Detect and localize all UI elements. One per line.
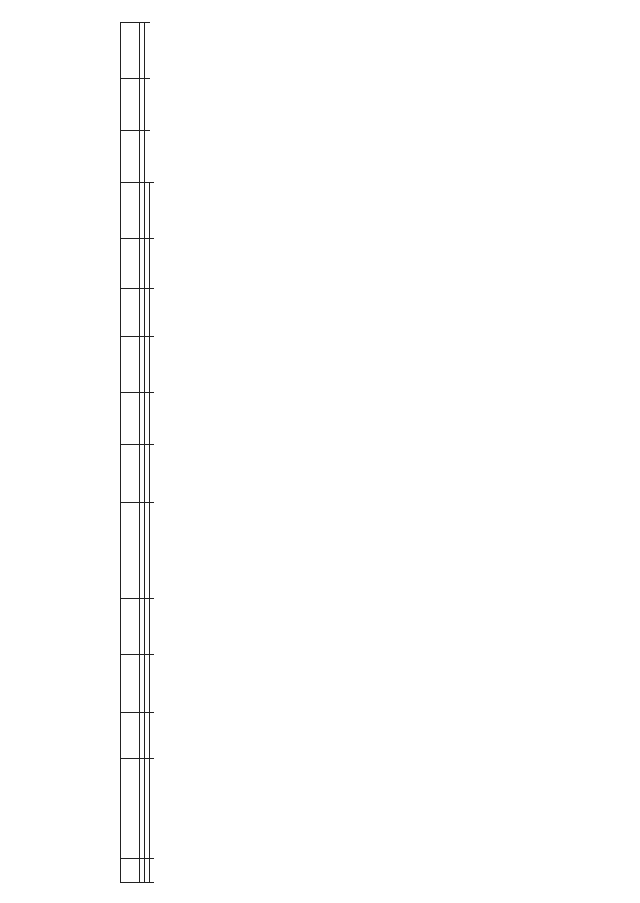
value-col-9	[150, 337, 155, 393]
col-header-2	[121, 759, 140, 859]
value-col-10	[150, 289, 155, 337]
col-header-8	[121, 393, 140, 445]
col-header-9	[121, 337, 140, 393]
col-header-3	[121, 713, 140, 759]
value-col-15	[145, 23, 150, 79]
value-col-7	[150, 445, 155, 503]
value-col-12	[150, 183, 155, 239]
value-col-8	[150, 393, 155, 445]
rotated-table-wrapper	[120, 23, 640, 883]
col-header-5	[121, 599, 140, 655]
col-header-10	[121, 289, 140, 337]
col-header-13	[121, 131, 140, 183]
value-col-11	[150, 239, 155, 289]
col-header-6	[121, 503, 140, 599]
object-name	[150, 759, 155, 859]
col-header-15	[121, 23, 140, 79]
col-header-12	[121, 183, 140, 239]
period	[150, 655, 155, 713]
value-col-13	[145, 131, 150, 183]
capacity	[150, 713, 155, 759]
value-col-14	[145, 79, 150, 131]
col-header-11	[121, 239, 140, 289]
col-header-14	[121, 79, 140, 131]
funding-source	[150, 503, 155, 599]
row-number	[150, 859, 155, 883]
header-row	[121, 23, 140, 883]
estimated-cost	[150, 599, 155, 655]
col-header-1	[121, 859, 140, 883]
table-row	[150, 23, 155, 883]
data-table	[120, 22, 154, 883]
col-header-7	[121, 445, 140, 503]
col-header-4	[121, 655, 140, 713]
